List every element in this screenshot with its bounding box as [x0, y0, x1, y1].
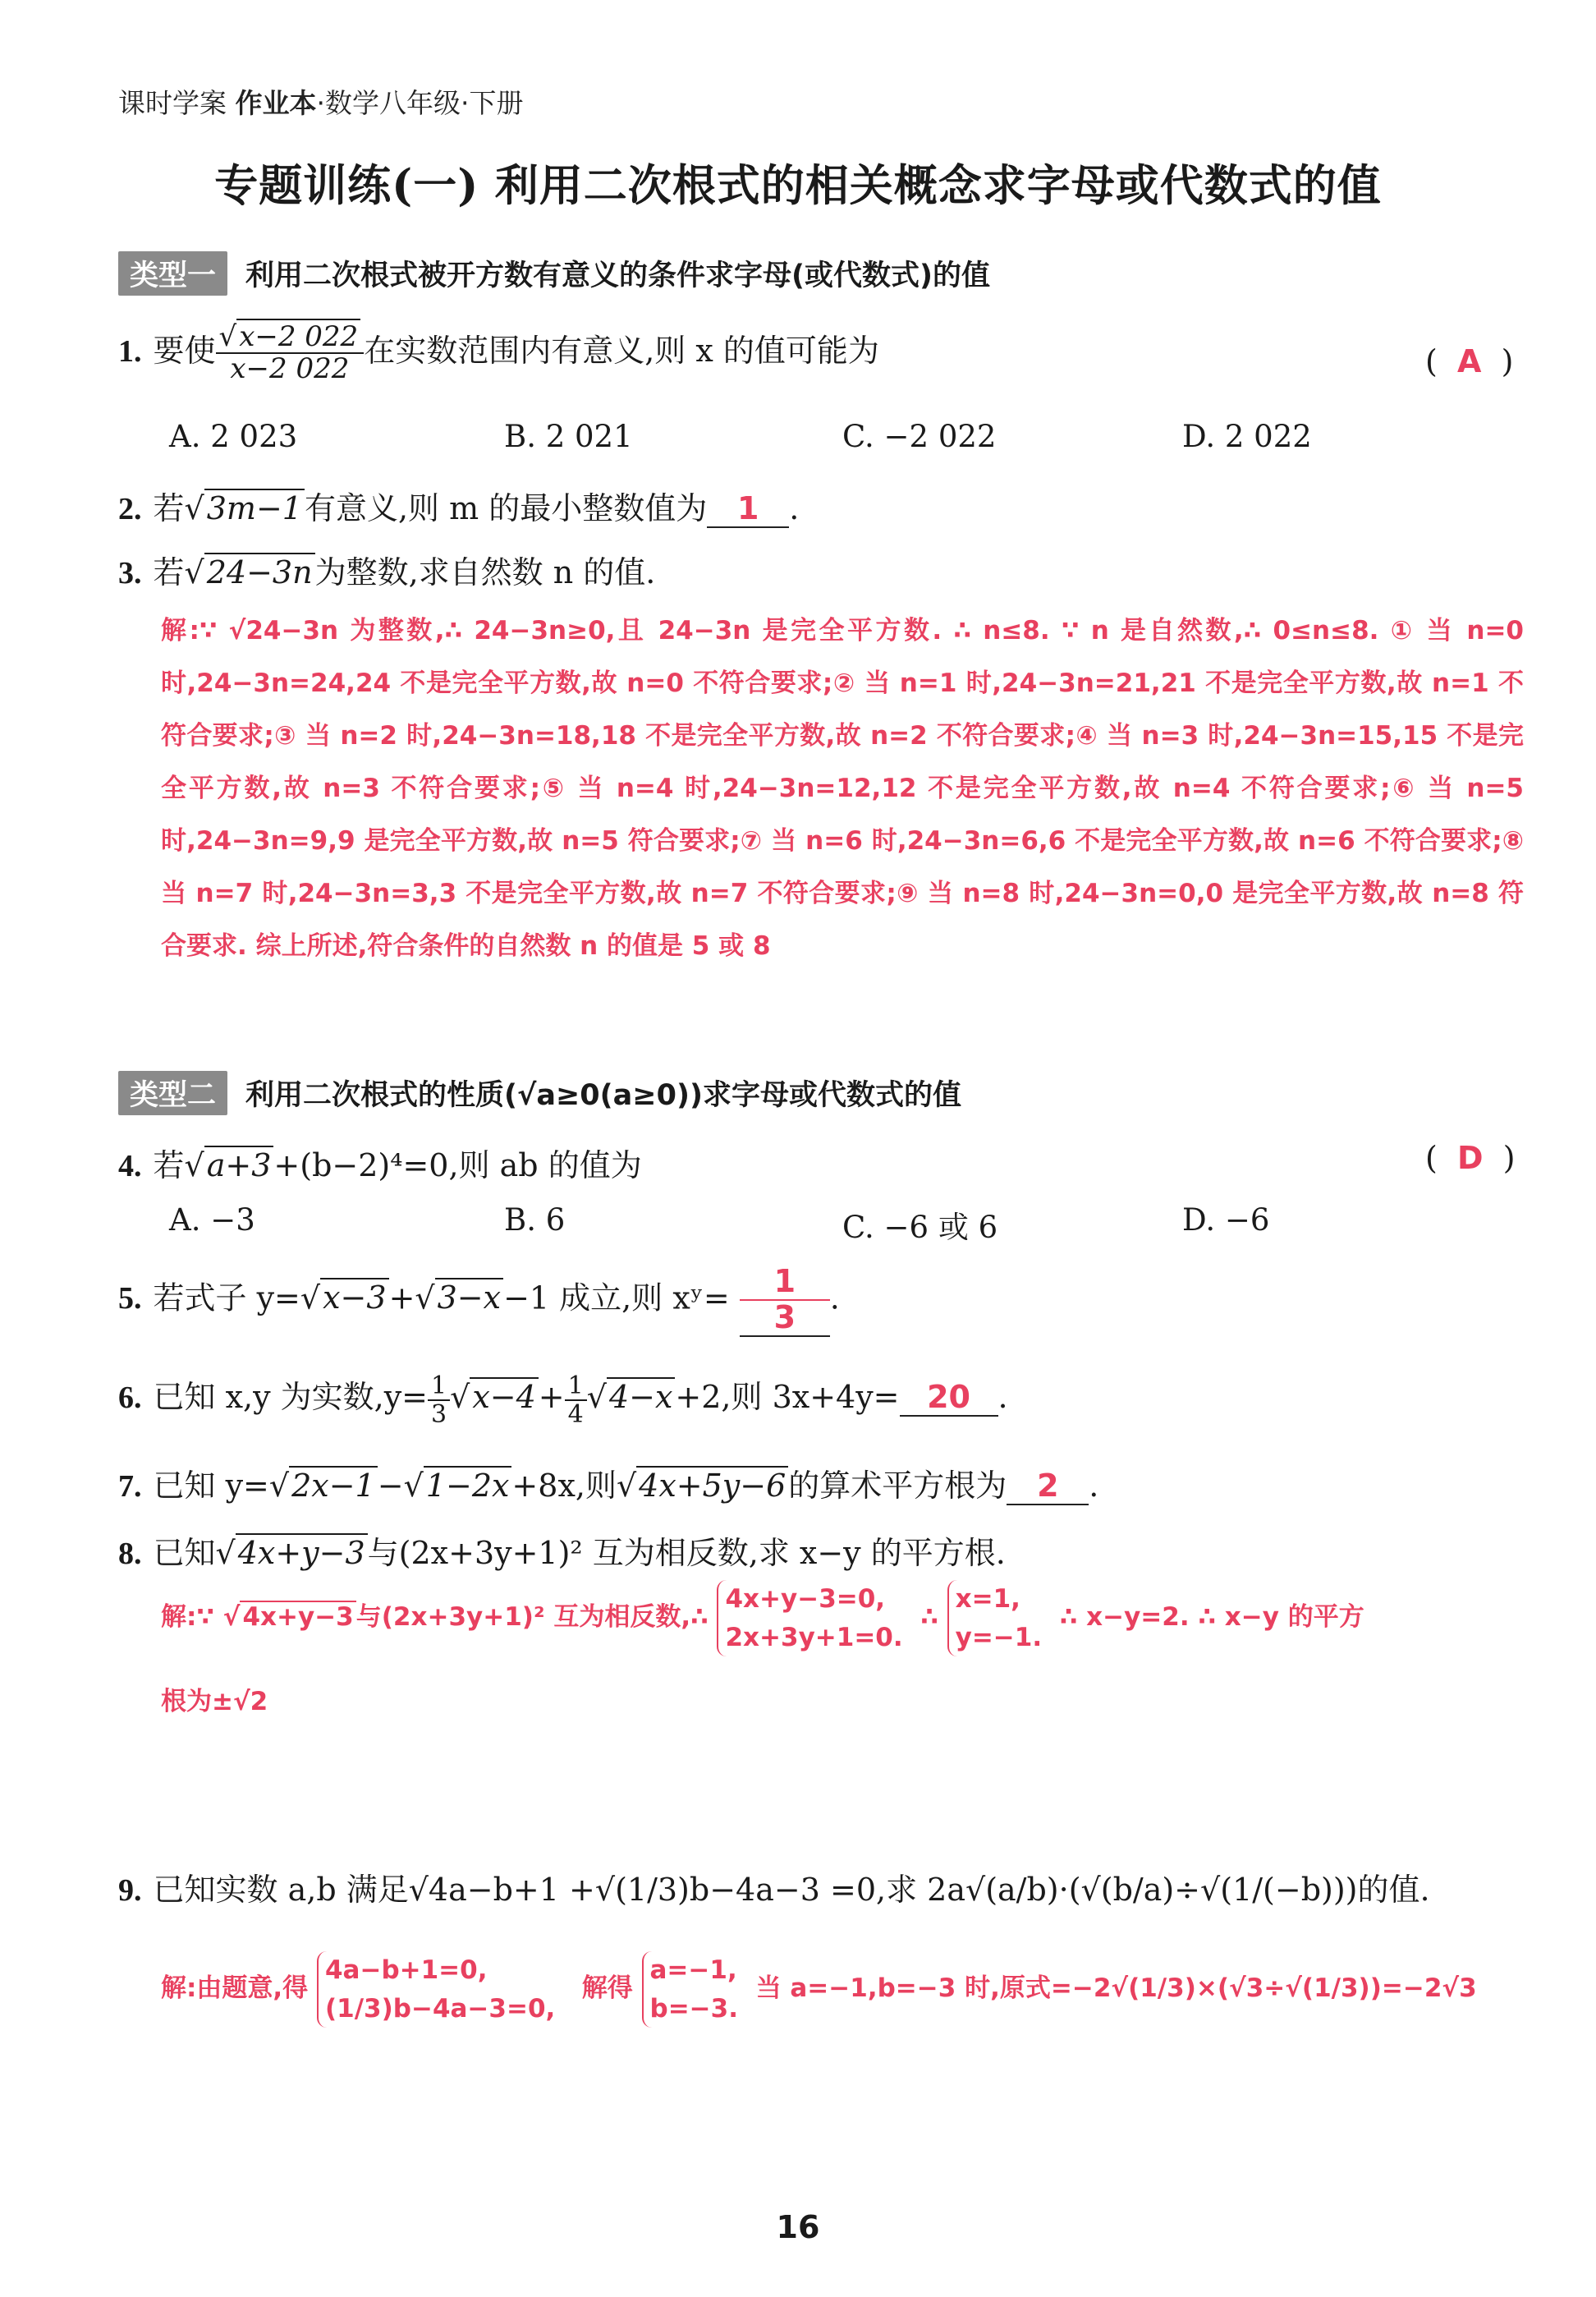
question-text: 若 — [153, 490, 185, 526]
operator: + — [538, 1379, 565, 1415]
equation-system — [317, 1951, 555, 2028]
option-a-1: A. 2 023 — [169, 419, 298, 454]
option-d-4: D. −6 — [1182, 1202, 1270, 1238]
solution-text: 与(2x+3y+1)² 互为相反数,∴ — [355, 1602, 709, 1632]
fraction-denominator: 3 — [431, 1399, 447, 1429]
radicand: 3m−1 — [204, 489, 305, 526]
radicand: a+3 — [204, 1146, 274, 1183]
question-8: 8. 已知√4x+y−3与(2x+3y+1)² 互为相反数,求 x−y 的平方根. — [118, 1535, 1006, 1571]
fraction-denominator: 4 — [567, 1399, 584, 1429]
punctuation: . — [829, 1279, 840, 1316]
option-b-4: B. 6 — [504, 1202, 566, 1238]
radicand: 1−2x — [424, 1466, 512, 1504]
fraction-numerator: 1 — [428, 1372, 450, 1401]
question-number: 1. — [118, 333, 142, 369]
question-number: 4. — [118, 1149, 142, 1183]
equation: 2x+3y+1=0. — [725, 1622, 903, 1652]
section-text-1: 利用二次根式被开方数有意义的条件求字母(或代数式)的值 — [245, 260, 991, 292]
punctuation: . — [1089, 1468, 1099, 1504]
answer-2: 1 — [707, 490, 789, 528]
operator: + — [388, 1279, 415, 1316]
header-series: 课时学案 — [118, 87, 227, 119]
question-6: 6. 已知 x,y 为实数,y= $\frac{1}{3}$ √x−4+ $\frac{1}{4}$ √4−x+2,则 3x+4y= 20 . — [118, 1371, 1008, 1429]
equation-system — [947, 1580, 1043, 1656]
equation: y=−1. — [955, 1622, 1043, 1652]
answer-1: A — [1456, 343, 1482, 379]
question-number: 9. — [118, 1873, 142, 1908]
radicand: x−4 — [470, 1377, 538, 1415]
equation: a=−1, — [649, 1955, 737, 1985]
question-text: 已知实数 a,b 满足√4a−b+1 +√(1/3)b−4a−3 =0,求 2a√(a/b)·(√(b/a)÷√(1/(−b)))的值. — [153, 1872, 1430, 1908]
equation: (1/3)b−4a−3=0, — [324, 1993, 556, 2024]
answer-paren-4: ( D ) — [1425, 1140, 1516, 1176]
question-text: 若 — [153, 1147, 185, 1183]
solution-text: 解:∵ — [161, 1602, 223, 1632]
question-text: 与(2x+3y+1)² 互为相反数,求 x−y 的平方根. — [367, 1535, 1006, 1571]
question-number: 8. — [118, 1537, 142, 1571]
question-number: 6. — [118, 1380, 142, 1415]
running-header — [118, 82, 523, 121]
question-7: 7. 已知 y=√2x−1−√1−2x+8x,则√4x+5y−6的算术平方根为 2 . — [118, 1468, 1099, 1504]
section-heading-1 — [118, 251, 990, 296]
fraction — [216, 322, 365, 385]
question-text: 的算术平方根为 — [788, 1468, 1007, 1504]
question-text: +8x,则 — [511, 1468, 617, 1504]
answer-6: 20 — [900, 1379, 998, 1417]
solution-text: ∴ x−y=2. ∴ x−y 的平方 — [1059, 1602, 1364, 1632]
question-text: +(b−2)⁴=0,则 ab 的值为 — [273, 1147, 642, 1183]
section-heading-2 — [118, 1071, 961, 1115]
option-a-4: A. −3 — [169, 1202, 255, 1238]
radicand: 4x+y−3 — [236, 1533, 368, 1571]
solution-text: ∴ — [920, 1602, 938, 1632]
question-text: 已知 — [153, 1535, 216, 1571]
punctuation: . — [998, 1379, 1008, 1415]
section-text-2: 利用二次根式的性质(√a≥0(a≥0))求字母或代数式的值 — [245, 1079, 961, 1112]
option-d-1: D. 2 022 — [1182, 419, 1312, 454]
solution-text: 解得 — [581, 1973, 633, 2003]
radicand: x−2 022 — [236, 319, 360, 353]
question-text: 有意义,则 m 的最小整数值为 — [304, 490, 708, 526]
question-text: 已知 x,y 为实数,y= — [153, 1379, 429, 1415]
radicand: 2x−1 — [289, 1466, 378, 1504]
answer-denominator: 3 — [773, 1298, 796, 1335]
header-subject: ·数学八年级·下册 — [316, 87, 524, 119]
answer-7: 2 — [1007, 1468, 1089, 1505]
fraction — [565, 1372, 587, 1428]
option-c-1: C. −2 022 — [842, 419, 997, 454]
solution-8: 解:∵ √4x+y−3与(2x+3y+1)² 互为相反数,∴ 4x+y−3=0, 2x+3y+1=0. ∴ x=1, y=−1. ∴ x−y=2. ∴ x−y 的平方 — [161, 1580, 1364, 1656]
operator: − — [377, 1468, 404, 1504]
radicand: x−3 — [320, 1278, 388, 1316]
radicand: 4x+5y−6 — [636, 1466, 788, 1504]
option-c-4: C. −6 或 6 — [842, 1210, 998, 1245]
answer-paren-1: ( A ) — [1425, 343, 1514, 379]
solution-text: 解:由题意,得 — [161, 1973, 309, 2003]
solution-text: 当 a=−1,b=−3 时,原式=−2√(1/3)×(√3÷√(1/3))=−2√3 — [755, 1973, 1477, 2003]
question-5: 5. 若式子 y=√x−3+√3−x−1 成立,则 xʸ= $\frac{1}{3}$ . — [118, 1263, 840, 1335]
punctuation: . — [789, 490, 800, 526]
page-number: 16 — [776, 2209, 820, 2245]
radicand: 24−3n — [204, 553, 315, 590]
question-text: −1 成立,则 xʸ= — [503, 1279, 730, 1316]
question-text: 在实数范围内有意义,则 x 的值可能为 — [364, 332, 879, 369]
question-text: 若 — [153, 554, 185, 590]
question-3: 3. 若√24−3n为整数,求自然数 n 的值. — [118, 554, 656, 590]
answer-5 — [740, 1265, 830, 1337]
header-book: 作业本 — [235, 87, 317, 119]
question-1 — [118, 322, 879, 385]
question-number: 3. — [118, 556, 142, 590]
fraction-numerator: 1 — [565, 1372, 587, 1401]
solution-9 — [161, 1951, 1477, 2028]
equation: 4a−b+1=0, — [324, 1955, 488, 1985]
equation: x=1, — [955, 1584, 1020, 1614]
question-text: 要使 — [153, 332, 216, 369]
question-text: 若式子 y= — [153, 1279, 300, 1316]
question-text: +2,则 3x+4y= — [675, 1379, 900, 1415]
equation-system — [717, 1580, 902, 1656]
equation: 4x+y−3=0, — [725, 1584, 886, 1614]
equation-system — [642, 1951, 739, 2028]
fraction — [428, 1372, 450, 1428]
page-title: 专题训练(一) 利用二次根式的相关概念求字母或代数式的值 — [214, 160, 1382, 211]
question-number: 5. — [118, 1281, 142, 1316]
question-9 — [118, 1864, 1430, 1909]
radicand: 4x+y−3 — [240, 1601, 355, 1632]
question-number: 2. — [118, 492, 142, 526]
question-text: 为整数,求自然数 n 的值. — [314, 554, 656, 590]
fraction-denominator: x−2 022 — [230, 352, 350, 386]
section-badge-1: 类型一 — [118, 251, 227, 296]
question-2: 2. 若√3m−1有意义,则 m 的最小整数值为 1 . — [118, 490, 800, 526]
question-number: 7. — [118, 1469, 142, 1504]
radicand: 4−x — [607, 1377, 675, 1415]
radicand: 3−x — [435, 1278, 503, 1316]
solution-3: 解:∵ √24−3n 为整数,∴ 24−3n≥0,且 24−3n 是完全平方数. ∴ n≤8. ∵ n 是自然数,∴ 0≤n≤8. ① 当 n=0 时,24−3n=24,24 不是完全平方数,故 n=0 不符合要求;② 当 n=1 时,24−3n=21,21 不是完全平方数,故 n=1 不符合要求;③ 当 n=2 时,24−3n=18,18 不是完全平方数,故 n=2 不符合要求;④ 当 n=3 时,24−3n=15,15 不是完全平方数,故 n=3 不符合要求;⑤ 当 n=4 时,24−3n=12,12 不是完全平方数,故 n=4 不符合要求;⑥ 当 n=5 时,24−3n=9,9 是完全平方数,故 n=5 符合要求;⑦ 当 n=6 时,24−3n=6,6 不是完全平方数,故 n=6 不符合要求;⑧ 当 n=7 时,24−3n=3,3 不是完全平方数,故 n=7 不符合要求;⑨ 当 n=8 时,24−3n=0,0 是完全平方数,故 n=8 符合要求. 综上所述,符合条件的自然数 n 的值是 5 或 8 — [161, 616, 1524, 961]
solution-8-line2: 根为±√2 — [161, 1687, 268, 1716]
answer-4: D — [1456, 1140, 1484, 1176]
option-b-1: B. 2 021 — [504, 419, 633, 454]
question-text: 已知 y= — [153, 1468, 269, 1504]
fraction-numerator: √x−2 022 — [216, 322, 365, 354]
question-4: 4. 若√a+3+(b−2)⁴=0,则 ab 的值为 — [118, 1147, 642, 1183]
answer-numerator: 1 — [740, 1265, 830, 1301]
section-badge-2: 类型二 — [118, 1071, 227, 1115]
equation: b=−3. — [649, 1993, 738, 2024]
